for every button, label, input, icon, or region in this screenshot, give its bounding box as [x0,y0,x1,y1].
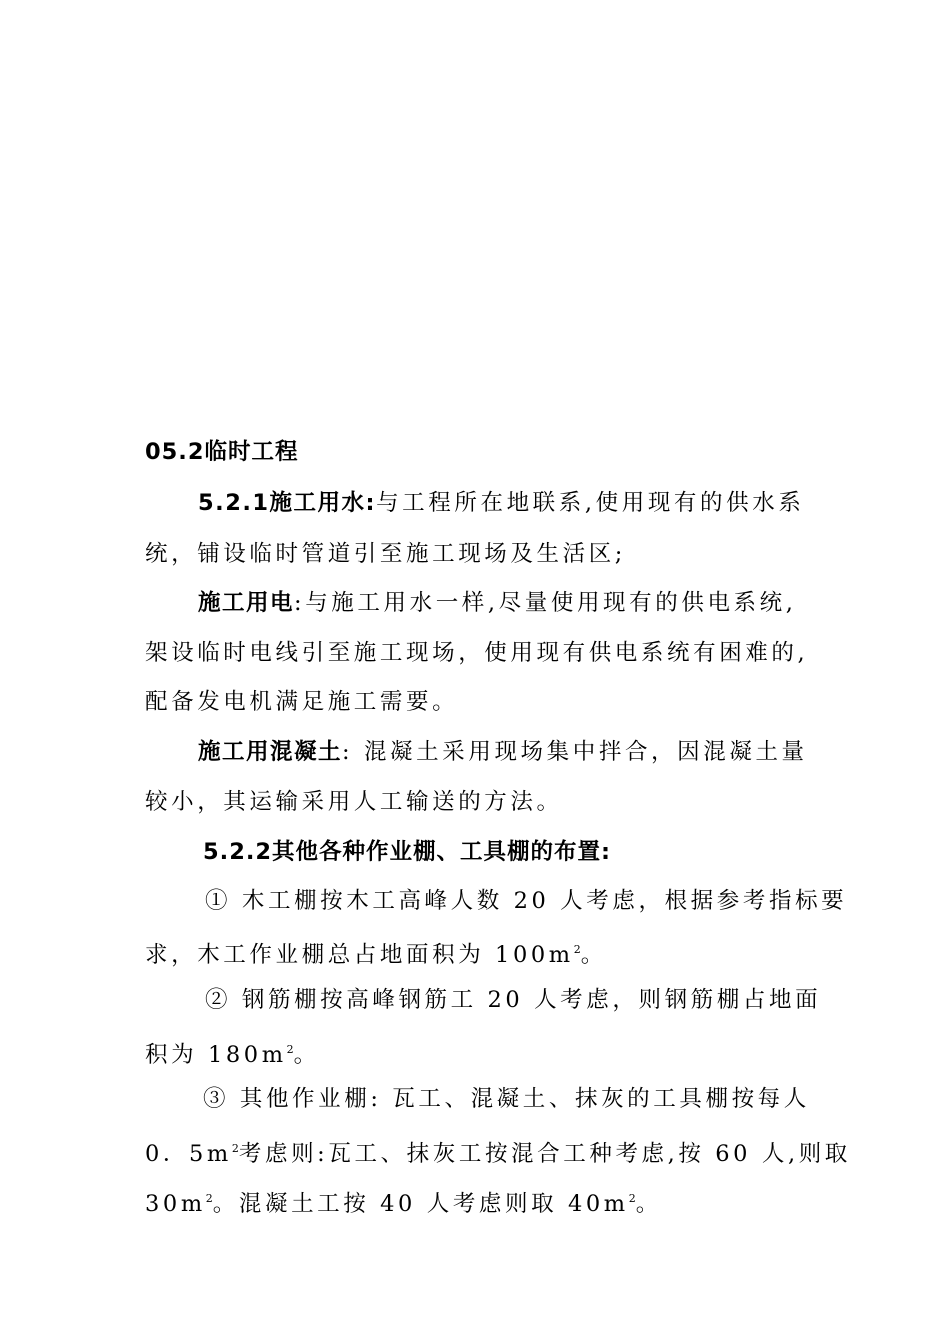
item3-line3 [145,1183,662,1220]
item1-text-1: ① 木工棚按木工高峰人数 20 人考虑，根据参考指标要 [205,888,848,914]
section-title-text: 05.2临时工程 [145,439,299,465]
item1-line1 [205,885,847,917]
power-label: 施工用电 [198,590,295,616]
power-text-3: 配备发电机满足施工需要。 [145,689,459,715]
paragraph-power-line3 [145,686,458,718]
concrete-label: 施工用混凝土 [198,739,343,765]
sub-title [203,836,611,868]
concrete-text-1: : 混凝土采用现场集中拌合，因混凝土量 [342,739,808,765]
power-text-2: 架设临时电线引至施工现场，使用现有供电系统有困难的, [145,640,809,666]
item2-line2 [145,1034,320,1071]
item2-line1 [205,984,821,1016]
item2-tail: 。 [293,1042,320,1068]
water-text-1: 与工程所在地联系,使用现有的供水系 [376,490,805,516]
item3-line2 [145,1133,851,1170]
item3-sup1: 2 [231,1142,239,1155]
water-text-2: 统，铺设临时管道引至施工现场及生活区; [145,541,626,567]
water-label: 5.2.1施工用水: [198,490,377,516]
item2-sup: 2 [286,1043,294,1056]
item2-text-2: 积为 180m [145,1042,287,1068]
item2-text-1: ② 钢筋棚按高峰钢筋工 20 人考虑，则钢筋棚占地面 [205,987,822,1013]
item3-line1 [203,1083,810,1115]
paragraph-water-line1 [198,487,804,519]
item1-sup: 2 [573,943,581,956]
power-text-1: :与施工用水一样,尽量使用现有的供电系统, [294,590,797,616]
item1-line2 [145,934,607,971]
item3-text-3c: 。 [635,1191,662,1217]
paragraph-power-line2 [145,637,808,669]
item3-text-3b: 。混凝土工按 40 人考虑则取 40m [212,1191,629,1217]
paragraph-power-line1 [198,587,797,619]
sub-title-text: 5.2.2其他各种作业棚、工具棚的布置: [203,839,612,865]
item3-sup2: 2 [205,1192,213,1205]
section-title [145,436,299,468]
paragraph-concrete-line2 [145,786,563,818]
paragraph-concrete-line1 [198,736,808,768]
item3-text-2a: 0．5m [145,1141,232,1167]
item1-tail: 。 [580,942,607,968]
item3-text-2b: 考虑则:瓦工、抹灰工按混合工种考虑,按 60 人,则取 [238,1141,851,1167]
item1-text-2: 求，木工作业棚总占地面积为 100m [145,942,574,968]
item3-sup3: 2 [628,1192,636,1205]
paragraph-water-line2 [145,538,626,570]
concrete-text-2: 较小，其运输采用人工输送的方法。 [145,789,563,815]
item3-text-3a: 30m [145,1191,206,1217]
item3-text-1: ③ 其他作业棚: 瓦工、混凝土、抹灰的工具棚按每人 [203,1086,810,1112]
